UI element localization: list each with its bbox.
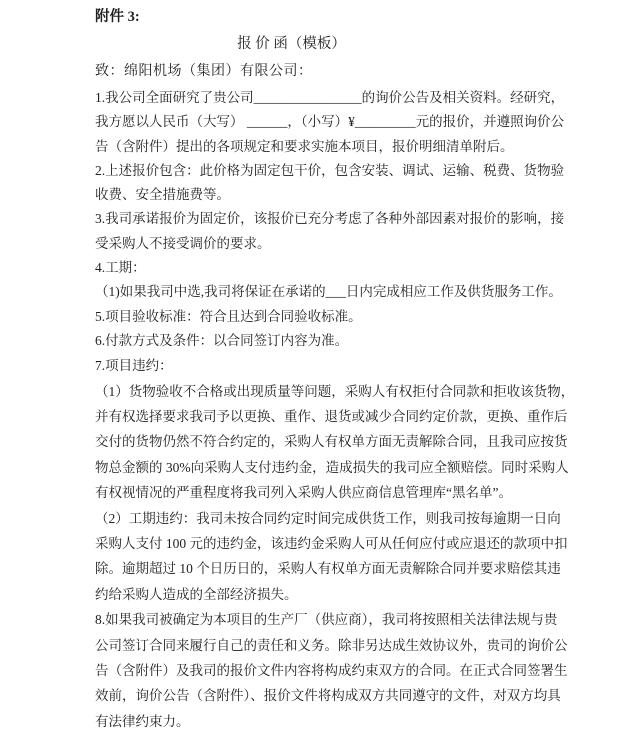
body-line: 公司签订合同来履行自己的责任和义务。除非另达成生效协议外，贵司的询价公	[95, 637, 568, 653]
body-line: 8.如果我司被确定为本项目的生产厂（供应商），我司将按照相关法律法规与贵	[95, 612, 558, 628]
body-line: 1.我公司全面研究了贵公司________________的询价公告及相关资料。经研究，	[95, 90, 565, 105]
body-line: （2）工期违约：我司未按合同约定时间完成供货工作，则我司按每逾期一日向	[95, 510, 561, 526]
body-line: 7.项目违约：	[95, 358, 173, 374]
body-line: 约给采购人造成的全部经济损失。	[95, 586, 298, 602]
body-line: 受采购人不接受调价的要求。	[95, 235, 271, 251]
body-line: 有法律约束力。	[95, 713, 190, 729]
body-line: （1)如果我司中选,我司将保证在承诺的___日内完成相应工作及供货服务工作。	[95, 284, 562, 300]
body-line: 并有权选择要求我司予以更换、重作、退货或减少合同约定价款，更换、重作后	[95, 409, 568, 425]
body-line: 2.上述报价包含：此价格为固定包干价，包含安装、调试、运输、税费、货物验	[95, 162, 565, 178]
body-line: 5.项目验收标准：符合且达到合同验收标准。	[95, 308, 362, 324]
body-line: 我方愿以人民币（大写） ______，（小写）¥_________元的报价，并遵照询价公	[95, 114, 565, 130]
body-line: 效前，询价公告（含附件）、报价文件将构成双方共同遵守的文件，对双方均具	[95, 688, 561, 704]
body-line: 告（含附件）及我司的报价文件内容将构成约束双方的合同。在正式合同签署生	[95, 662, 568, 678]
body-line: 交付的货物仍然不符合约定的，采购人有权单方面无责解除合同，且我司应按货	[95, 434, 568, 450]
body-line: 6.付款方式及条件：以合同签订内容为准。	[95, 332, 349, 348]
salutation-line: 致：绵阳机场（集团）有限公司：	[95, 64, 313, 79]
body-line: 4.工期：	[95, 260, 146, 276]
body-line: 除。逾期超过 10 个日历日的，采购人有权单方面无责解除合同并要求赔偿其违	[95, 561, 561, 577]
body-line: 告（含附件）提出的各项规定和要求实施本项目，报价明细清单附后。	[95, 138, 514, 154]
body-line: （1）货物验收不合格或出现质量等问题，采购人有权拒付合同款和拒收该货物，	[95, 383, 575, 399]
document-title: 报 价 函（模板）	[237, 36, 346, 52]
body-line: 3.我司承诺报价为固定价，该报价已充分考虑了各种外部因素对报价的影响，接	[95, 211, 565, 227]
body-line: 收费、安全措施费等。	[95, 187, 230, 203]
body-line: 采购人支付 100 元的违约金，该违约金采购人可从任何应付或应退还的款项中扣	[95, 536, 568, 551]
body-line: 有权视情况的严重程度将我司列入采购人供应商信息管理库“黑名单”。	[95, 485, 512, 501]
attachment-label: 附件 3:	[95, 9, 140, 25]
body-line: 物总金额的 30%向采购人支付违约金，造成损失的我司应全额赔偿。同时采购人	[95, 459, 569, 475]
